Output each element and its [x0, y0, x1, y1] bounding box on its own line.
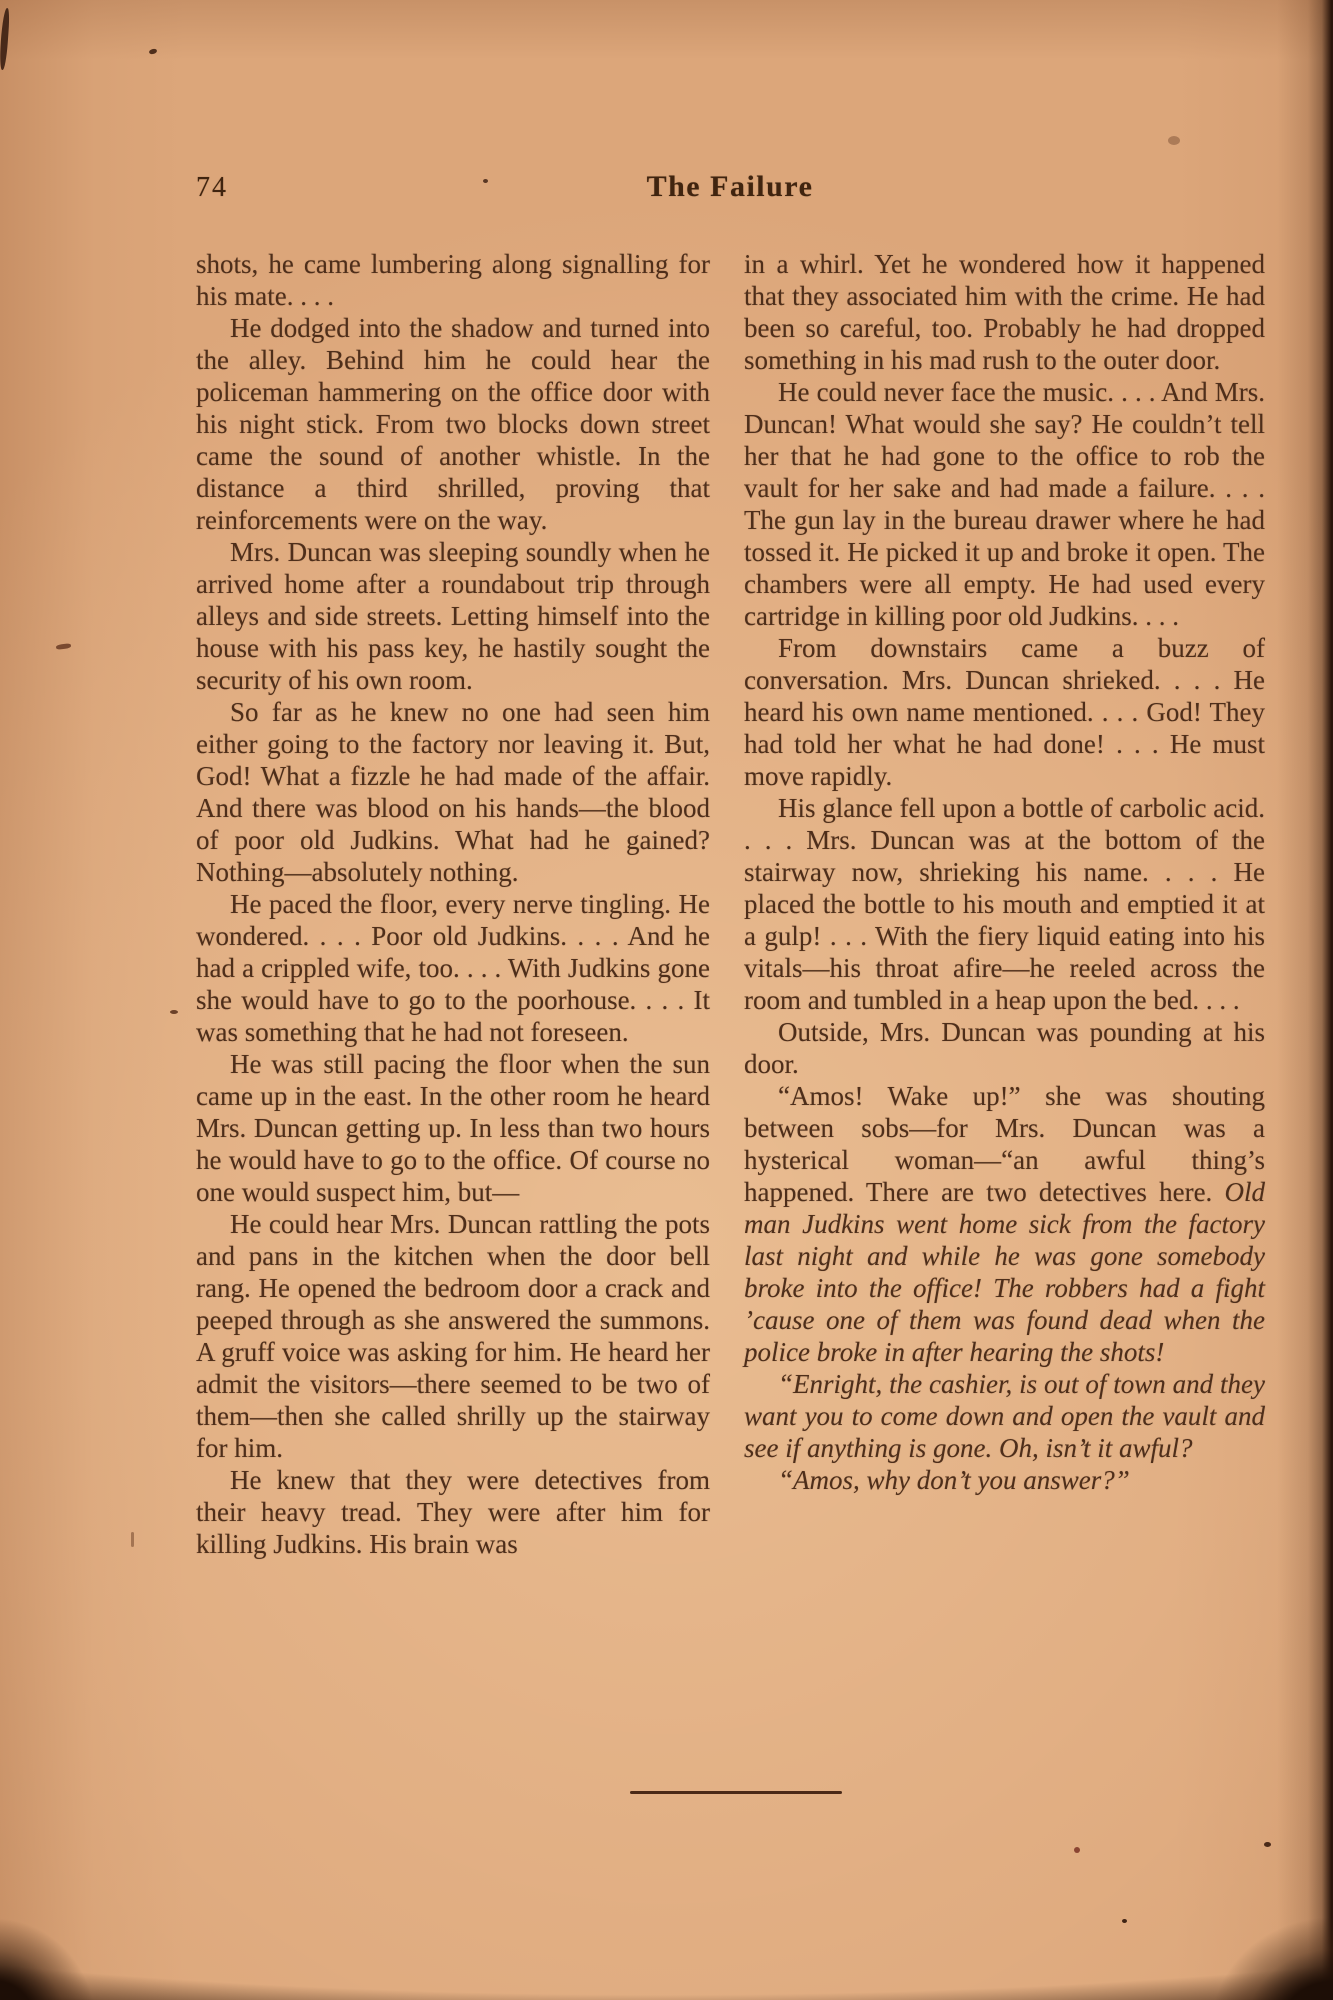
paragraph: [196, 1464, 710, 1560]
page-edge-shadow-bottom: [0, 1870, 1333, 2000]
paper-speck: [483, 179, 488, 183]
page-corner-shadow-bottom-right: [1209, 1916, 1333, 2000]
italic-text: “Amos, why don’t you answer?”: [778, 1465, 1130, 1495]
body-text: From downstairs came a buzz of conversation. Mrs. Duncan shrieked. . . . He heard his own name mentioned. . . . God! They had told her what he had done! . . . He must move rapidly.: [744, 633, 1265, 791]
body-text: He could never face the music. . . . And Mrs. Duncan! What would she say? He couldn’t tell her that he had gone to the office to rob the vault for her sake and had made a failure. . . . The gun lay in the bureau drawer where he had tossed it. He picked it up and broke it open. The chambers were all empty. He had used every cartridge in killing poor old Judkins. . . .: [744, 377, 1265, 631]
paper-speck: [1122, 1919, 1127, 1923]
italic-text: “Enright, the cashier, is out of town and they want you to come down and open the vault and see if anything is gone. Oh, isn’t it awful?: [744, 1369, 1265, 1463]
paper-speck: [56, 643, 72, 650]
paper-speck: [148, 48, 157, 55]
italic-text: Old man Judkins went home sick from the factory last night and while he was gone somebody broke into the office! The robbers had a fight ’cause one of them was found dead when the police broke in after hearing the shots!: [744, 1177, 1265, 1367]
paragraph: [744, 1464, 1265, 1496]
paragraph: [196, 536, 710, 696]
paragraph: [744, 1016, 1265, 1080]
paper-speck: [131, 1532, 134, 1547]
body-text: So far as he knew no one had seen him either going to the factory nor leaving it. But, God! What a fizzle he had made of the affair. And there was blood on his hands—the blood of poor old Judkins. What had he gained? Nothing—absolutely nothing.: [196, 697, 710, 887]
paragraph: [196, 1048, 710, 1208]
body-text: He paced the floor, every nerve tingling. He wondered. . . . Poor old Judkins. . . . And he had a crippled wife, too. . . . With Judkins gone she would have to go to the poorhouse. . . . It was something that he had not foreseen.: [196, 889, 710, 1047]
body-text: He was still pacing the floor when the sun came up in the east. In the other room he heard Mrs. Duncan getting up. In less than two hours he would have to go to the office. Of course no one would suspect him, but—: [196, 1049, 710, 1207]
text-column-left: [196, 248, 710, 1560]
body-text: He could hear Mrs. Duncan rattling the pots and pans in the kitchen when the door bell rang. He opened the bedroom door a crack and peeped through as she answered the summons. A gruff voice was asking for him. He heard her admit the visitors—there seemed to be two of them—then she called shrilly up the stairway for him.: [196, 1209, 710, 1463]
paragraph: [196, 696, 710, 888]
body-text: “Amos! Wake up!” she was shouting between sobs—for Mrs. Duncan was a hysterical woman—“an awful thing’s happened. There are two detectives here.: [744, 1081, 1265, 1207]
text-column-right: [744, 248, 1265, 1496]
page-edge-shadow-right: [1277, 0, 1333, 2000]
paragraph: [196, 248, 710, 312]
body-text: shots, he came lumbering along signalling for his mate. . . .: [196, 249, 710, 311]
paragraph: [744, 1080, 1265, 1368]
paragraph: [196, 312, 710, 536]
paragraph: [744, 792, 1265, 1016]
body-text: He knew that they were detectives from their heavy tread. They were after him for killing Judkins. His brain was: [196, 1465, 710, 1559]
paragraph: [744, 248, 1265, 376]
running-title: The Failure: [646, 170, 814, 203]
paragraph: [196, 888, 710, 1048]
paper-speck: [1168, 136, 1180, 145]
paper-speck: [1264, 1842, 1271, 1847]
body-text: Outside, Mrs. Duncan was pounding at his door.: [744, 1017, 1265, 1079]
paragraph: [744, 632, 1265, 792]
body-text: Mrs. Duncan was sleeping soundly when he arrived home after a roundabout trip through alleys and side streets. Letting himself into the house with his pass key, he hastily sought the security of his own room.: [196, 537, 710, 695]
ink-mark-top-left: [0, 8, 10, 70]
paragraph: [744, 1368, 1265, 1464]
page-corner-shadow-bottom-left: [0, 1914, 100, 2000]
body-text: He dodged into the shadow and turned into the alley. Behind him he could hear the policeman hammering on the office door with his night stick. From two blocks down street came the sound of another whistle. In the distance a third shrilled, proving that reinforcements were on the way.: [196, 313, 710, 535]
body-text: in a whirl. Yet he wondered how it happened that they associated him with the crime. He had been so careful, too. Probably he had dropped something in his mad rush to the outer door.: [744, 249, 1265, 375]
paper-speck: [170, 1010, 178, 1014]
paragraph: [744, 376, 1265, 632]
page-number: 74: [196, 172, 228, 203]
body-text: His glance fell upon a bottle of carbolic acid. . . . Mrs. Duncan was at the bottom of the stairway now, shrieking his name. . . . He placed the bottle to his mouth and emptied it at a gulp! . . . With the fiery liquid eating into his vitals—his throat afire—he reeled across the room and tumbled in a heap upon the bed. . . .: [744, 793, 1265, 1015]
section-divider: [630, 1791, 842, 1794]
paragraph: [196, 1208, 710, 1464]
paper-speck: [1074, 1847, 1080, 1853]
